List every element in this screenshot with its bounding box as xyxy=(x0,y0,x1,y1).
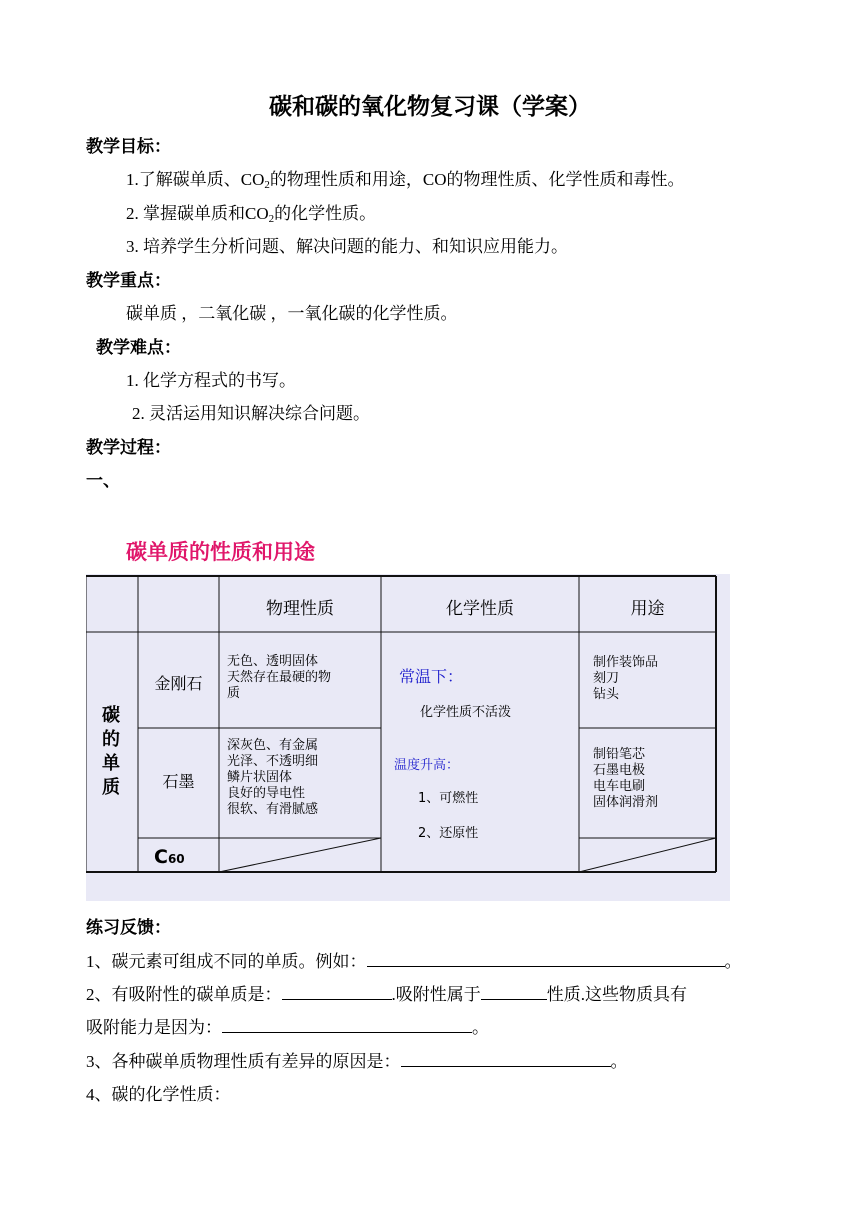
practice-q4: 4、碳的化学性质： xyxy=(86,1085,231,1104)
diamond-physical: 无色、透明固体 天然存在最硬的物 质 xyxy=(227,654,332,701)
carbon-properties-slide xyxy=(86,528,730,901)
key-points-text: 碳单质 ，二氧化碳 ，一氧化碳的化学性质。 xyxy=(126,304,458,323)
answer-blank[interactable] xyxy=(282,984,392,1000)
difficulties-heading: 教学难点： xyxy=(96,338,181,358)
row-name-graphite: 石墨 xyxy=(162,772,195,791)
chem-normal-desc: 化学性质不活泼 xyxy=(420,705,512,720)
chem-normal-temp: 常温下： xyxy=(399,667,464,686)
goals-heading: 教学目标： xyxy=(86,137,171,157)
section-number: 一、 xyxy=(86,471,120,491)
chem-item-reducibility: 2、还原性 xyxy=(418,826,479,841)
chem-high-temp: 温度升高： xyxy=(394,758,460,773)
process-heading: 教学过程： xyxy=(86,438,171,458)
row-name-c60: C60 xyxy=(154,846,185,868)
goal-item-3: 3. 培养学生分析问题、解决问题的能力、和知识应用能力。 xyxy=(126,237,568,256)
graphite-uses: 制铅笔芯 石墨电极 电车电刷 固体润滑剂 xyxy=(593,747,659,810)
goal-item-2: 2. 掌握碳单质和$CO_2$的化学性质。 xyxy=(126,204,377,225)
answer-blank[interactable] xyxy=(367,951,725,967)
diamond-uses: 制作装饰品 刻刀 钻头 xyxy=(593,655,659,702)
practice-heading: 练习反馈： xyxy=(86,918,171,938)
difficulty-item-1: 1. 化学方程式的书写。 xyxy=(126,371,296,390)
graphite-physical: 深灰色、有金属 光泽、不透明细 鳞片状固体 良好的导电性 很软、有滑腻感 xyxy=(227,738,319,817)
header-chemical: 化学性质 xyxy=(446,599,514,619)
practice-q3: 3、各种碳单质物理性质有差异的原因是： 。 xyxy=(86,1052,628,1071)
header-uses: 用途 xyxy=(630,599,665,619)
answer-blank[interactable] xyxy=(481,984,547,1000)
chem-item-combustibility: 1、可燃性 xyxy=(418,791,479,806)
side-label: 碳 的 单 质 xyxy=(102,705,120,798)
slide-title: 碳单质的性质和用途 xyxy=(126,540,315,564)
header-physical: 物理性质 xyxy=(266,599,334,619)
practice-q2-line2: 吸附能力是因为： 。 xyxy=(86,1018,489,1037)
row-name-diamond: 金刚石 xyxy=(154,674,203,693)
key-points-heading: 教学重点： xyxy=(86,271,171,291)
page-title: 碳和碳的氧化物复习课（学案） xyxy=(269,94,591,120)
practice-q1: 1、碳元素可组成不同的单质。例如： 。 xyxy=(86,952,742,971)
difficulty-item-2: 2. 灵活运用知识解决综合问题。 xyxy=(132,404,370,423)
answer-blank[interactable] xyxy=(401,1051,611,1067)
goal-item-1: 1.了解碳单质、$CO_2$的物理性质和用途，CO的物理性质、化学性质和毒性。 xyxy=(126,170,685,191)
practice-q2: 2、有吸附性的碳单质是： .吸附性属于 性质.这些物质具有 xyxy=(86,985,687,1004)
answer-blank[interactable] xyxy=(222,1017,472,1033)
